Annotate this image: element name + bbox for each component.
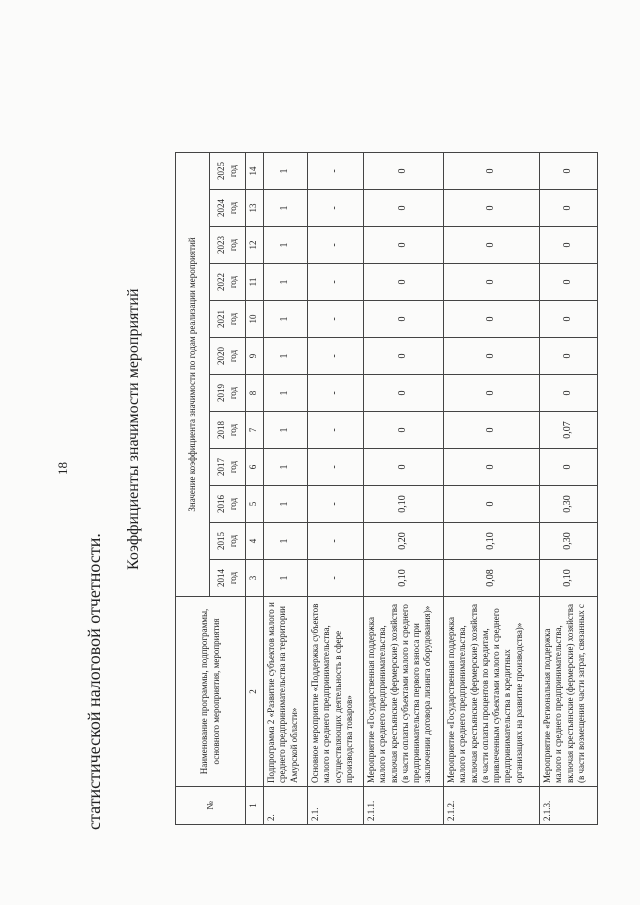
header-year: 2014 год <box>210 560 246 597</box>
row-value: 0 <box>364 227 444 264</box>
row-value: - <box>308 338 364 375</box>
row-name: Мероприятие «Государственная поддержка малого и среднего предпринимательства, включая крестьянские (фермерские) хозяйства (в части оплаты процентов по кредитам, привлеченным субъектами малого и среднего предпринимательства в кредитных организациях на развитие производства)» <box>444 597 540 787</box>
table-row <box>308 153 364 825</box>
row-value: 0,10 <box>364 486 444 523</box>
column-number: 8 <box>246 375 264 412</box>
row-value: 0 <box>364 338 444 375</box>
row-value: 1 <box>264 412 308 449</box>
row-value: 0 <box>540 264 598 301</box>
header-year: 2022 год <box>210 264 246 301</box>
row-value: 1 <box>264 264 308 301</box>
column-number: 3 <box>246 560 264 597</box>
row-value: 0,30 <box>540 486 598 523</box>
row-value: 0 <box>444 153 540 190</box>
row-value: 0,10 <box>540 560 598 597</box>
row-value: - <box>308 153 364 190</box>
row-value: - <box>308 264 364 301</box>
row-value: 0,10 <box>364 560 444 597</box>
row-value: 0,07 <box>540 412 598 449</box>
row-number: 2. <box>264 787 308 825</box>
row-value: 0 <box>444 227 540 264</box>
row-value: - <box>308 523 364 560</box>
row-value: 1 <box>264 375 308 412</box>
column-number: 13 <box>246 190 264 227</box>
row-value: 0,20 <box>364 523 444 560</box>
row-value: 1 <box>264 153 308 190</box>
row-value: 0 <box>444 412 540 449</box>
row-name: Основное мероприятие «Поддержка субъектов малого и среднего предпринимательства, осуществляющих деятельность в сфере производства товаров» <box>308 597 364 787</box>
row-value: 0 <box>364 412 444 449</box>
header-number: № <box>176 787 246 825</box>
row-value: 0 <box>444 338 540 375</box>
lead-text: статистической налоговой отчетности. <box>84 533 104 830</box>
row-value: 0,08 <box>444 560 540 597</box>
row-value: 0 <box>540 153 598 190</box>
row-value: - <box>308 486 364 523</box>
column-number: 7 <box>246 412 264 449</box>
row-value: 0 <box>364 153 444 190</box>
row-value: 0 <box>444 449 540 486</box>
row-number: 2.1.3. <box>540 787 598 825</box>
row-value: 0 <box>540 301 598 338</box>
row-name: Мероприятие «Региональная поддержка малого и среднего предпринимательства, включая крестьянские (фермерские) хозяйства (в части возмещения части затрат, связанных с <box>540 597 598 787</box>
header-year: 2019 год <box>210 375 246 412</box>
row-value: 0 <box>540 375 598 412</box>
row-value: - <box>308 301 364 338</box>
row-value: 0 <box>364 264 444 301</box>
row-value: 0 <box>444 486 540 523</box>
row-value: 1 <box>264 523 308 560</box>
row-value: 0 <box>364 449 444 486</box>
column-number: 9 <box>246 338 264 375</box>
row-value: 1 <box>264 190 308 227</box>
row-value: - <box>308 449 364 486</box>
table-row <box>264 153 308 825</box>
row-value: 0 <box>444 375 540 412</box>
row-number: 2.1.1. <box>364 787 444 825</box>
row-value: 1 <box>264 449 308 486</box>
table-row <box>444 153 540 825</box>
header-year: 2023 год <box>210 227 246 264</box>
column-number: 1 <box>246 787 264 825</box>
row-value: - <box>308 190 364 227</box>
row-value: 0 <box>540 227 598 264</box>
row-value: - <box>308 375 364 412</box>
column-number: 12 <box>246 227 264 264</box>
header-year: 2017 год <box>210 449 246 486</box>
row-value: - <box>308 412 364 449</box>
coefficients-table <box>175 152 598 825</box>
table-heading: Коэффициенты значимости мероприятий <box>125 288 142 570</box>
row-value: 0 <box>444 264 540 301</box>
header-year: 2020 год <box>210 338 246 375</box>
header-year: 2021 год <box>210 301 246 338</box>
row-value: 1 <box>264 486 308 523</box>
header-year: 2016 год <box>210 486 246 523</box>
page-number: 18 <box>55 462 70 475</box>
row-value: 0 <box>444 301 540 338</box>
row-value: 1 <box>264 227 308 264</box>
table-row <box>540 153 598 825</box>
row-number: 2.1. <box>308 787 364 825</box>
row-number: 2.1.2. <box>444 787 540 825</box>
row-value: 0 <box>444 190 540 227</box>
row-value: 0 <box>540 338 598 375</box>
row-value: 1 <box>264 338 308 375</box>
row-value: - <box>308 560 364 597</box>
row-value: 0,30 <box>540 523 598 560</box>
column-number: 5 <box>246 486 264 523</box>
row-value: 0 <box>364 190 444 227</box>
header-name: Наименование программы, подпрограммы, основного мероприятия, мероприятия <box>176 597 246 787</box>
row-name: Мероприятие «Государственная поддержка малого и среднего предпринимательства, включая крестьянские (фермерские) хозяйства (в части оплаты субъектами малого и среднего предпринимательства первого взноса при заключении договора лизинга оборудования)» <box>364 597 444 787</box>
row-value: 1 <box>264 560 308 597</box>
row-value: 0 <box>540 190 598 227</box>
row-name: Подпрограмма 2 «Развитие субъектов малого и среднего предпринимательства на территории Амурской области» <box>264 597 308 787</box>
column-number: 4 <box>246 523 264 560</box>
header-year: 2024 год <box>210 190 246 227</box>
row-value: 0 <box>364 375 444 412</box>
row-value: 1 <box>264 301 308 338</box>
row-value: 0 <box>364 301 444 338</box>
row-value: 0 <box>540 449 598 486</box>
header-year: 2015 год <box>210 523 246 560</box>
header-year: 2018 год <box>210 412 246 449</box>
row-value: - <box>308 227 364 264</box>
table-row <box>364 153 444 825</box>
column-number: 6 <box>246 449 264 486</box>
column-number: 14 <box>246 153 264 190</box>
column-number: 2 <box>246 597 264 787</box>
column-number: 10 <box>246 301 264 338</box>
column-number: 11 <box>246 264 264 301</box>
header-group: Значение коэффициента значимости по годам реализации мероприятий <box>176 153 210 597</box>
header-year: 2025 год <box>210 153 246 190</box>
row-value: 0,10 <box>444 523 540 560</box>
